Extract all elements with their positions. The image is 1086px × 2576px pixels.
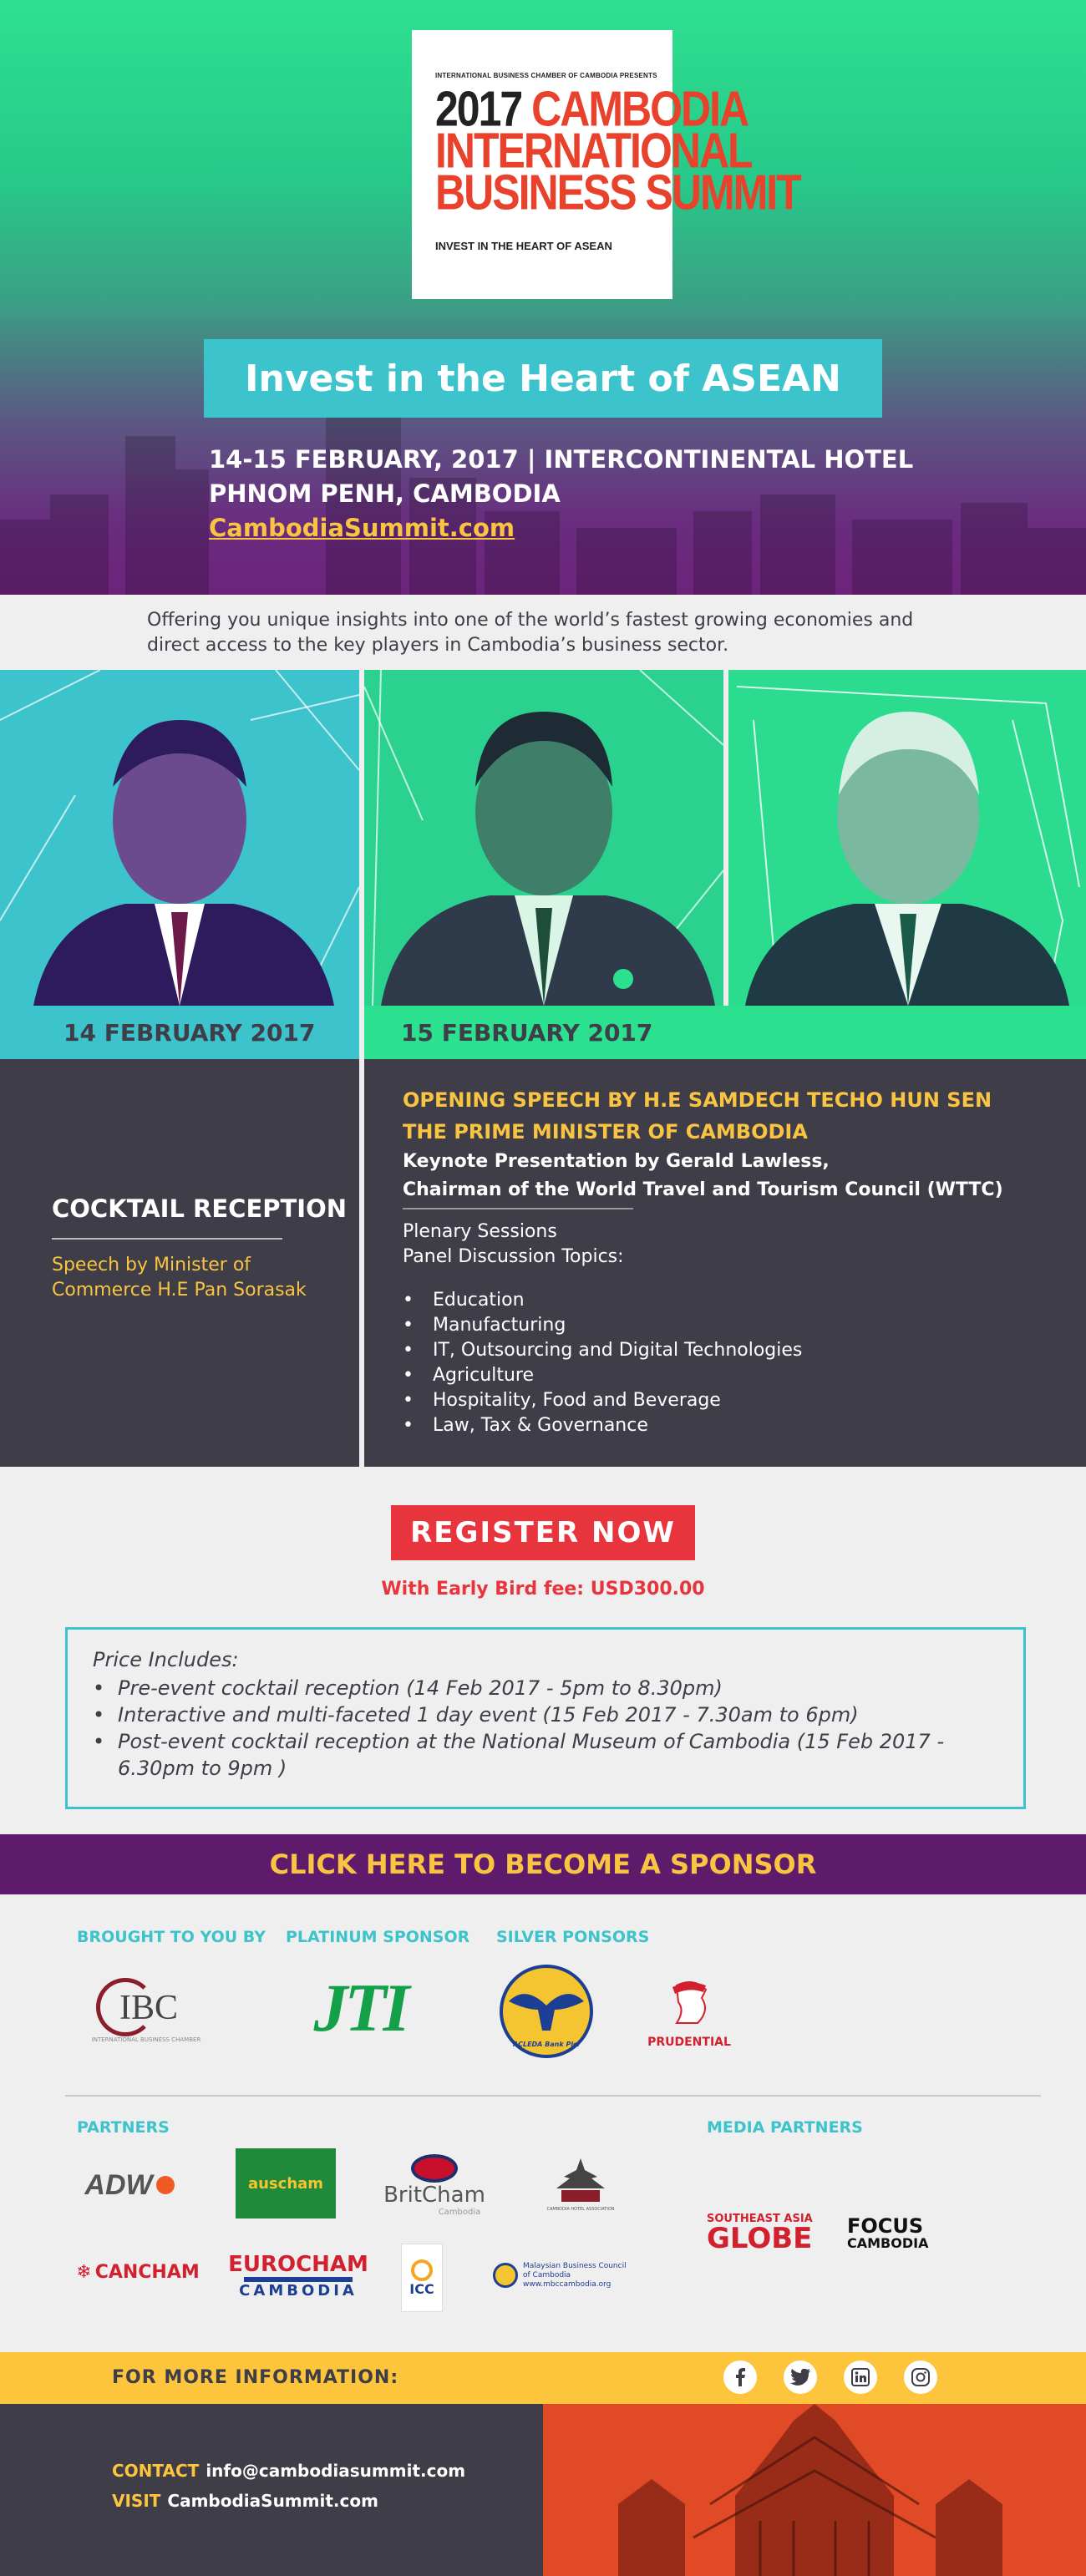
brought-to-you-label: BROUGHT TO YOU BY (77, 1928, 266, 1946)
mbcc-logo[interactable] (493, 2252, 627, 2299)
speaker-photo-pan-sorasak (0, 670, 359, 1006)
intro-text: Offering you unique insights into one of the world’s fastest growing economies and direct access to the key players in Cambodia’s business sector. (147, 610, 914, 656)
early-bird-fee: With Early Bird fee: USD300.00 (381, 1579, 705, 1600)
speaker-portrait-2 (364, 670, 723, 1006)
logo-title-line3: BUSINESS SUMMIT (435, 165, 800, 221)
platinum-sponsor-label: PLATINUM SPONSOR (286, 1928, 470, 1946)
logo-title-line2: INTERNATIONAL (435, 123, 752, 179)
southeast-asia-globe-logo[interactable] (707, 2205, 815, 2259)
plenary-label: Plenary Sessions (403, 1221, 557, 1242)
logo-tagline: INVEST IN THE HEART OF ASEAN (435, 240, 612, 252)
price-includes-list (93, 1675, 998, 1782)
price-includes-title: Price Includes: (93, 1648, 239, 1671)
contact-label: CONTACT (112, 2461, 200, 2481)
become-sponsor-button[interactable]: CLICK HERE TO BECOME A SPONSOR (0, 1834, 1086, 1894)
list-item: • Agriculture (403, 1363, 802, 1388)
mbcc-name: Malaysian Business Council of Cambodia (523, 2261, 627, 2279)
cancham-logo[interactable] (75, 2255, 200, 2289)
temple-roof-icon (551, 2157, 610, 2207)
day2-program (364, 1059, 1086, 1467)
speaker-photo-hun-sen (364, 670, 723, 1006)
focus-logo-line2: CAMBODIA (847, 2234, 929, 2251)
eurocham-logo-text: EUROCHAM (228, 2251, 368, 2277)
focus-logo-line1: FOCUS (847, 2213, 924, 2238)
ibc-logo-text: IBC (119, 1989, 179, 2027)
logo-year: 2017 (435, 81, 522, 137)
event-details (209, 443, 913, 545)
icc-logo-text: ICC (409, 2280, 434, 2297)
intro-section (0, 595, 1086, 670)
keynote-line1: Keynote Presentation by Gerald Lawless, (403, 1151, 830, 1172)
topics-list (403, 1288, 802, 1438)
list-item: • Law, Tax & Governance (403, 1413, 802, 1438)
visit-row (112, 2486, 465, 2516)
facebook-icon[interactable] (723, 2360, 757, 2394)
day1-program (0, 1059, 359, 1467)
maple-leaf-icon: ❄ (76, 2261, 92, 2283)
prudence-head-icon (660, 1977, 718, 2036)
temple-image (543, 2404, 1086, 2576)
list-item: • Hospitality, Food and Beverage (403, 1388, 802, 1413)
adw-logo-text: ADW (84, 2168, 153, 2201)
opening-speech (403, 1084, 992, 1148)
adw-flame-icon (156, 2176, 175, 2194)
icc-ring-icon (411, 2259, 433, 2281)
mbcc-emblem-icon (493, 2263, 518, 2288)
tagline-banner: Invest in the Heart of ASEAN (204, 339, 882, 418)
jti-logo-text: JTI (313, 1970, 407, 2046)
eurocham-logo-sub: CAMBODIA (239, 2281, 358, 2300)
eagle-icon (509, 1985, 584, 2035)
linkedin-icon[interactable] (844, 2360, 877, 2394)
prudential-logo-text: PRUDENTIAL (647, 2036, 731, 2049)
cocktail-divider (52, 1238, 282, 1240)
media-partners-label: MEDIA PARTNERS (707, 2118, 863, 2137)
acleda-logo[interactable] (496, 1963, 596, 2060)
keynote-presentation (403, 1148, 1003, 1204)
cha-logo-text: CAMBODIA HOTEL ASSOCIATION (546, 2207, 615, 2212)
list-item: • Post-event cocktail reception at the National Museum of Cambodia (15 Feb 2017 - 6.30pm to 9pm ) (93, 1728, 998, 1782)
ibc-logo[interactable] (84, 1963, 209, 2055)
partners-label: PARTNERS (77, 2118, 170, 2137)
price-includes-box (65, 1627, 1026, 1809)
visit-label: VISIT (112, 2491, 161, 2511)
keynote-line2: Chairman of the World Travel and Tourism Council (WTTC) (403, 1179, 1003, 1200)
temple-illustration (543, 2404, 1086, 2576)
list-item: • Pre-event cocktail reception (14 Feb 2017 - 5pm to 8.30pm) (93, 1675, 998, 1701)
register-now-button[interactable]: REGISTER NOW (391, 1505, 695, 1560)
visit-website-link[interactable]: CambodiaSummit.com (167, 2491, 378, 2511)
icc-logo[interactable] (401, 2244, 443, 2312)
ibc-mark (88, 1975, 205, 2033)
list-item: • Manufacturing (403, 1313, 802, 1338)
cambodia-hotel-association-logo[interactable] (535, 2147, 627, 2222)
eurocham-logo[interactable] (228, 2250, 368, 2300)
twitter-icon[interactable] (784, 2360, 817, 2394)
list-item: • Interactive and multi-faceted 1 day event (15 Feb 2017 - 7.30am to 6pm) (93, 1701, 998, 1728)
panel-topics-label: Panel Discussion Topics: (403, 1246, 624, 1267)
britcham-flag-icon (411, 2154, 458, 2183)
opening-speech-line1: OPENING SPEECH BY H.E SAMDECH TECHO HUN SEN (403, 1088, 992, 1112)
acleda-emblem (500, 1965, 593, 2058)
more-info-label: FOR MORE INFORMATION: (112, 2367, 399, 2388)
list-item: • Education (403, 1288, 802, 1313)
cocktail-speech-text: Speech by Minister of Commerce H.E Pan Sorasak (52, 1255, 307, 1301)
cancham-logo-text: CANCHAM (94, 2261, 200, 2283)
event-city: PHNOM PENH, CAMBODIA (209, 479, 561, 508)
ibc-logo-sub: INTERNATIONAL BUSINESS CHAMBER (91, 2036, 201, 2043)
more-info-bar (0, 2352, 1086, 2404)
mbcc-logo-text (523, 2262, 627, 2289)
britcham-logo[interactable] (376, 2152, 493, 2219)
cocktail-reception-title: COCKTAIL RECEPTION (52, 1194, 348, 1223)
plenary-sessions (403, 1220, 624, 1270)
day2-date-bar: 15 FEBRUARY 2017 (364, 1006, 1086, 1059)
speaker-portrait-3 (728, 670, 1086, 1006)
list-item: • IT, Outsourcing and Digital Technologies (403, 1338, 802, 1363)
focus-cambodia-logo[interactable] (847, 2210, 931, 2257)
speaker-portrait-1 (0, 670, 359, 1006)
day1-date-bar: 14 FEBRUARY 2017 (0, 1006, 359, 1059)
instagram-icon[interactable] (904, 2360, 937, 2394)
sea-globe-logo-line2: GLOBE (707, 2221, 813, 2255)
opening-speech-line2: THE PRIME MINISTER OF CAMBODIA (403, 1120, 808, 1143)
summit-logo (412, 30, 800, 299)
day2-divider (403, 1208, 633, 1209)
britcham-logo-sub: Cambodia (438, 2207, 481, 2217)
acleda-logo-text: ACLEDA Bank Plc. (513, 2041, 580, 2048)
auscham-logo-text: auscham (247, 2174, 324, 2193)
mbcc-url: www.mbccambodia.org (523, 2279, 612, 2289)
column-divider (359, 670, 364, 1467)
auscham-logo[interactable] (236, 2148, 336, 2219)
summit-website-link[interactable]: CambodiaSummit.com (209, 514, 515, 542)
speaker-photo-gerald-lawless (728, 670, 1086, 1006)
event-date-venue: 14-15 FEBRUARY, 2017 | INTERCONTINENTAL HOTEL (209, 445, 914, 474)
contact-email-link[interactable]: info@cambodiasummit.com (206, 2461, 466, 2481)
logo-presenter-text: INTERNATIONAL BUSINESS CHAMBER OF CAMBODIA PRESENTS (435, 72, 657, 79)
contact-row (112, 2456, 465, 2486)
sponsors-divider (65, 2095, 1041, 2097)
silver-sponsors-label: SILVER PONSORS (496, 1928, 650, 1946)
adw-logo[interactable] (75, 2160, 184, 2210)
sea-globe-logo-line1: SOUTHEAST ASIA (707, 2212, 813, 2225)
britcham-logo-text: BritCham (383, 2182, 485, 2208)
footer (0, 2404, 1086, 2576)
logo-title-word1: CAMBODIA (531, 81, 749, 137)
prudential-logo[interactable] (643, 1965, 735, 2061)
contact-block (112, 2456, 465, 2516)
hero-banner (0, 0, 1086, 595)
jti-logo[interactable] (297, 1965, 423, 2051)
